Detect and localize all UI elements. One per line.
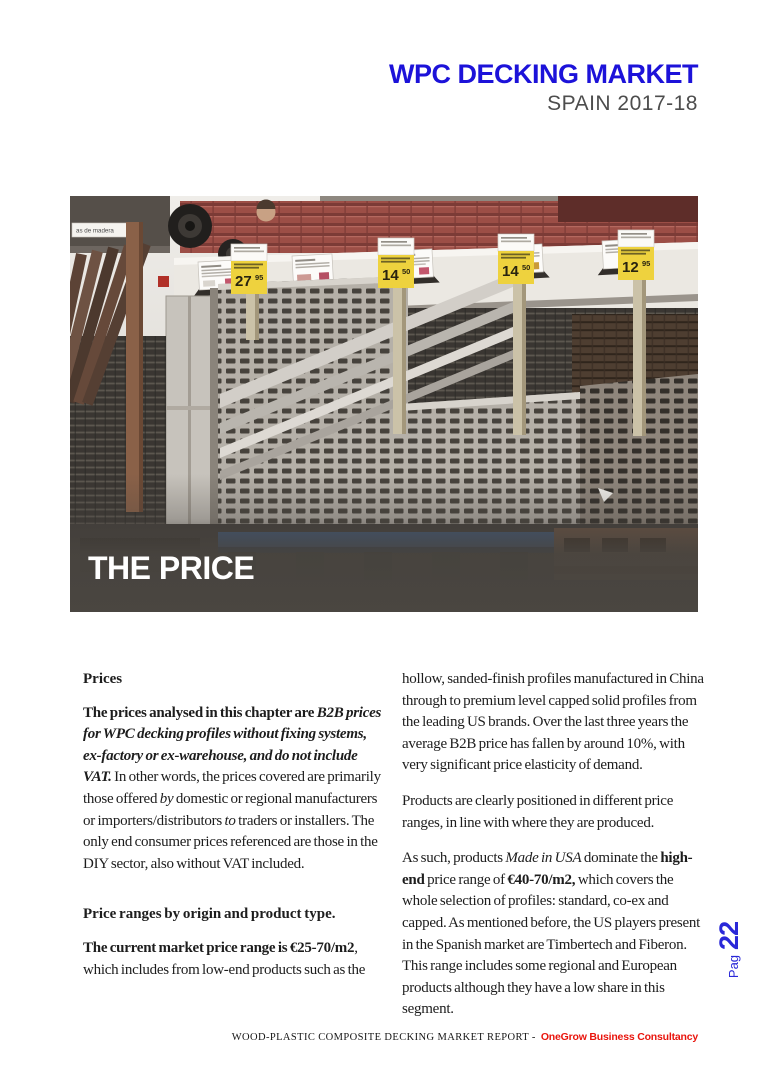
page-number-badge: [714, 907, 758, 993]
article-right-column: [402, 669, 706, 1035]
article-left-column: [83, 669, 386, 1035]
svg-text:50: 50: [402, 267, 411, 276]
paragraph: hollow, sanded-finish profiles manufactured in China through to premium level capped solid profiles from the leading US brands. Over the last three years the average B2B price has fallen by around 10%, with very significant price elasticity of demand.: [402, 671, 704, 774]
paragraph: Products are clearly positioned in different price ranges, in line with where they are produced.: [402, 792, 674, 831]
report-title: WPC DECKING MARKET: [389, 59, 698, 89]
person-head: [257, 200, 276, 222]
hero-caption: THE PRICE: [88, 550, 255, 586]
article: [83, 669, 706, 1035]
section-heading-price-ranges: Price ranges by origin and product type.: [83, 906, 336, 923]
caption-overlay: [70, 474, 698, 612]
section-heading-prices: Prices: [83, 671, 123, 687]
page-footer: [232, 1031, 698, 1043]
page-badge-number: 22: [714, 921, 744, 950]
svg-text:12: 12: [622, 259, 639, 276]
svg-text:14: 14: [382, 267, 399, 284]
paragraph: The prices analysed in this chapter are B2B prices for WPC decking profiles without fixing systems, ex-factory or ex-warehouse, and do not include VAT. In other words, the prices covered are primarily those offered by domestic or regional manufacturers or importers/distributors to traders or installers. The only end consumer prices referenced are those in the DIY sector, also without VAT included.: [83, 704, 382, 872]
paragraph: The current market price range is €25-70/m2, which includes from low-end products such as the: [83, 939, 366, 978]
report-subtitle: SPAIN 2017-18: [547, 92, 698, 116]
paragraph: As such, products Made in USA dominate the high-end price range of €40-70/m2, which covers the whole selection of profiles: standard, co-ex and capped. As mentioned before, the US players present in the Spanish market are Timbertech and Fiberon. This range includes some regional and European products although they have a low share in this segment.: [402, 850, 701, 1018]
shelf-sign: [70, 196, 170, 253]
footer-brand: OneGrow Business Consultancy: [540, 1031, 698, 1043]
svg-text:95: 95: [642, 259, 651, 268]
svg-text:as de madera: as de madera: [76, 227, 114, 235]
svg-text:14: 14: [502, 263, 519, 280]
svg-text:27: 27: [235, 273, 252, 290]
page-badge-label: Pag: [726, 954, 741, 979]
footer-report-title: WOOD-PLASTIC COMPOSITE DECKING MARKET REPORT -: [231, 1032, 536, 1043]
svg-text:95: 95: [255, 273, 264, 282]
report-header: [389, 60, 698, 115]
svg-text:50: 50: [522, 263, 531, 272]
hero-photo: [70, 196, 698, 612]
